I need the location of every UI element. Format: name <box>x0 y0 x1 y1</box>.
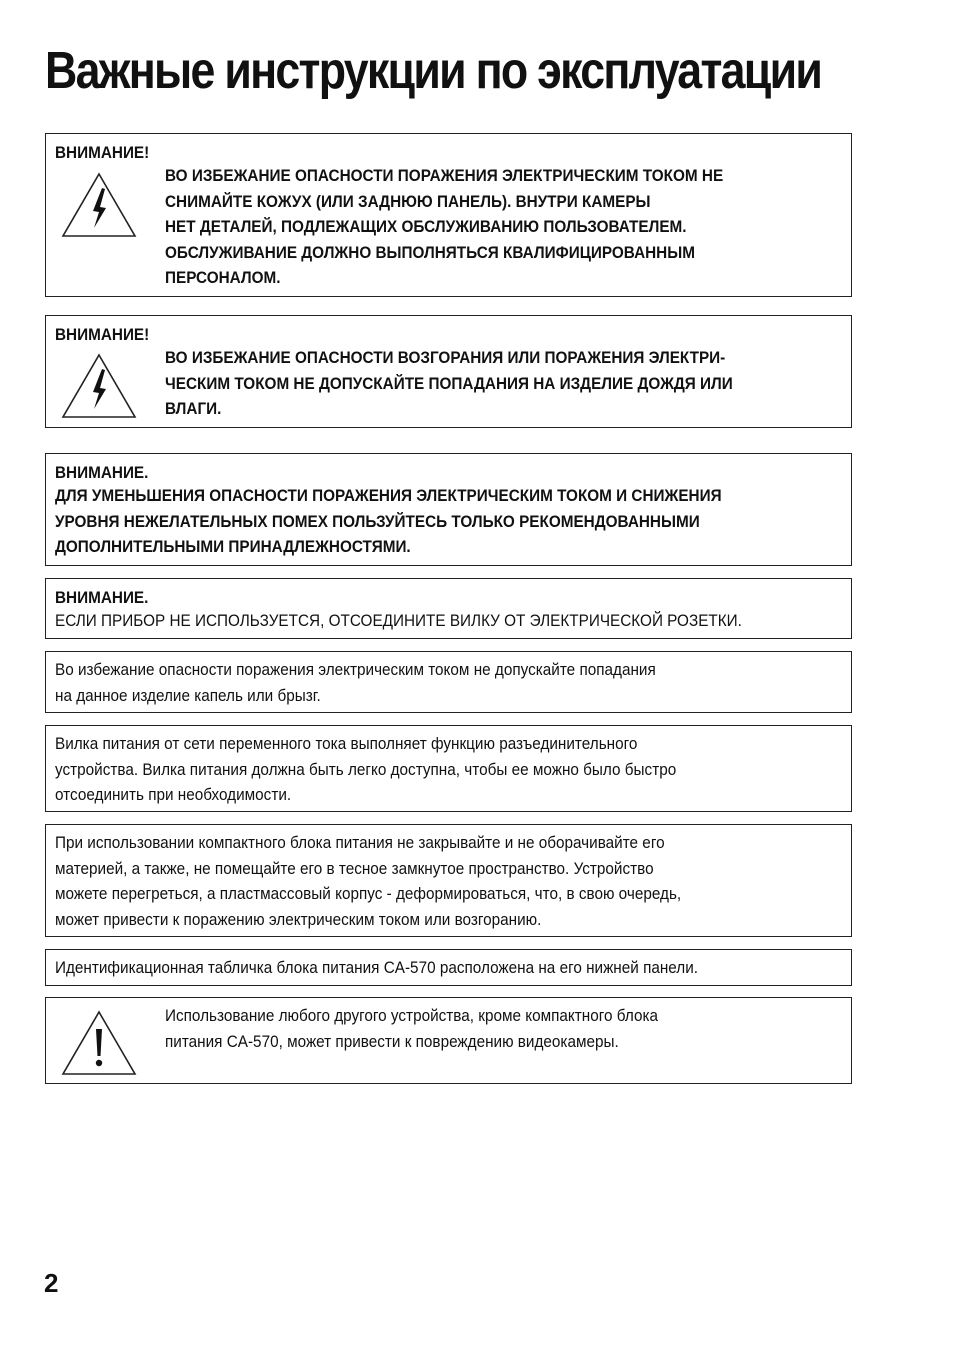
notice-text-line: на данное изделие капель или брызг. <box>55 685 321 705</box>
caution-text-line: ДОПОЛНИТЕЛЬНЫМИ ПРИНАДЛЕЖНОСТЯМИ. <box>55 537 411 556</box>
caution-box-accessories <box>45 453 852 566</box>
warning-text-line: ОБСЛУЖИВАНИЕ ДОЛЖНО ВЫПОЛНЯТЬСЯ КВАЛИФИЦИРОВАННЫМ <box>165 242 695 262</box>
warning-text-line: СНИМАЙТЕ КОЖУХ (ИЛИ ЗАДНЮЮ ПАНЕЛЬ). ВНУТРИ КАМЕРЫ <box>165 191 651 211</box>
notice-text-line: Во избежание опасности поражения электрическим током не допускайте попадания <box>55 660 656 679</box>
caution-text-line: ДЛЯ УМЕНЬШЕНИЯ ОПАСНОСТИ ПОРАЖЕНИЯ ЭЛЕКТРИЧЕСКИМ ТОКОМ И СНИЖЕНИЯ <box>55 486 722 505</box>
warning-text-line: ПЕРСОНАЛОМ. <box>165 268 281 287</box>
warning-text-line: Использование любого другого устройства, кроме компактного блока <box>165 1006 659 1025</box>
caution-heading: ВНИМАНИЕ. <box>55 463 149 482</box>
caution-heading: ВНИМАНИЕ. <box>55 588 149 607</box>
page-title: Важные инструкции по эксплуатации <box>45 42 822 100</box>
warning-text-line: ВЛАГИ. <box>165 399 222 418</box>
caution-text-line: ЕСЛИ ПРИБОР НЕ ИСПОЛЬЗУЕТСЯ, ОТСОЕДИНИТЕ ВИЛКУ ОТ ЭЛЕКТРИЧЕСКОЙ РОЗЕТКИ. <box>55 611 742 630</box>
caution-box-unplug <box>45 578 852 639</box>
notice-text-line: отсоединить при необходимости. <box>55 785 292 804</box>
page-number: 2 <box>44 1268 59 1298</box>
warning-heading: ВНИМАНИЕ! <box>55 143 150 162</box>
exclamation-warning-icon <box>60 1009 138 1077</box>
lightning-warning-icon <box>60 171 138 239</box>
warning-text-line: питания CA-570, может привести к повреждению видеокамеры. <box>165 1031 619 1051</box>
notice-text-line: может привести к поражению электрическим током или возгоранию. <box>55 909 542 929</box>
notice-text-line: можете перегреться, а пластмассовый корпус - деформироваться, что, в свою очередь, <box>55 884 682 903</box>
notice-text-line: Вилка питания от сети переменного тока выполняет функцию разъединительного <box>55 734 638 753</box>
notice-text-line: материей, а также, не помещайте его в тесное замкнутое пространство. Устройство <box>55 858 654 878</box>
caution-text-line: УРОВНЯ НЕЖЕЛАТЕЛЬНЫХ ПОМЕХ ПОЛЬЗУЙТЕСЬ ТОЛЬКО РЕКОМЕНДОВАННЫМИ <box>55 511 700 531</box>
notice-text-line: Идентификационная табличка блока питания CA-570 расположена на его нижней панели. <box>55 958 699 977</box>
notice-box-plug <box>45 725 852 812</box>
warning-heading: ВНИМАНИЕ! <box>55 325 150 344</box>
notice-box-splash <box>45 651 852 713</box>
warning-text-line: НЕТ ДЕТАЛЕЙ, ПОДЛЕЖАЩИХ ОБСЛУЖИВАНИЮ ПОЛЬЗОВАТЕЛЕМ. <box>165 217 687 236</box>
notice-text-line: При использовании компактного блока питания не закрывайте и не оборачивайте его <box>55 833 665 852</box>
notice-box-power-adapter <box>45 824 852 937</box>
warning-text-line: ВО ИЗБЕЖАНИЕ ОПАСНОСТИ ПОРАЖЕНИЯ ЭЛЕКТРИЧЕСКИМ ТОКОМ НЕ <box>165 166 724 185</box>
warning-text-line: ВО ИЗБЕЖАНИЕ ОПАСНОСТИ ВОЗГОРАНИЯ ИЛИ ПОРАЖЕНИЯ ЭЛЕКТРИ- <box>165 348 726 367</box>
warning-box-moisture <box>45 315 852 428</box>
notice-text-line: устройства. Вилка питания должна быть легко доступна, чтобы ее можно было быстро <box>55 759 677 779</box>
warning-text-line: ЧЕСКИМ ТОКОМ НЕ ДОПУСКАЙТЕ ПОПАДАНИЯ НА ИЗДЕЛИЕ ДОЖДЯ ИЛИ <box>165 373 733 393</box>
warning-box-cover <box>45 133 852 297</box>
warning-box-other-device <box>45 997 852 1084</box>
notice-box-rating-plate <box>45 949 852 986</box>
lightning-warning-icon <box>60 352 138 420</box>
